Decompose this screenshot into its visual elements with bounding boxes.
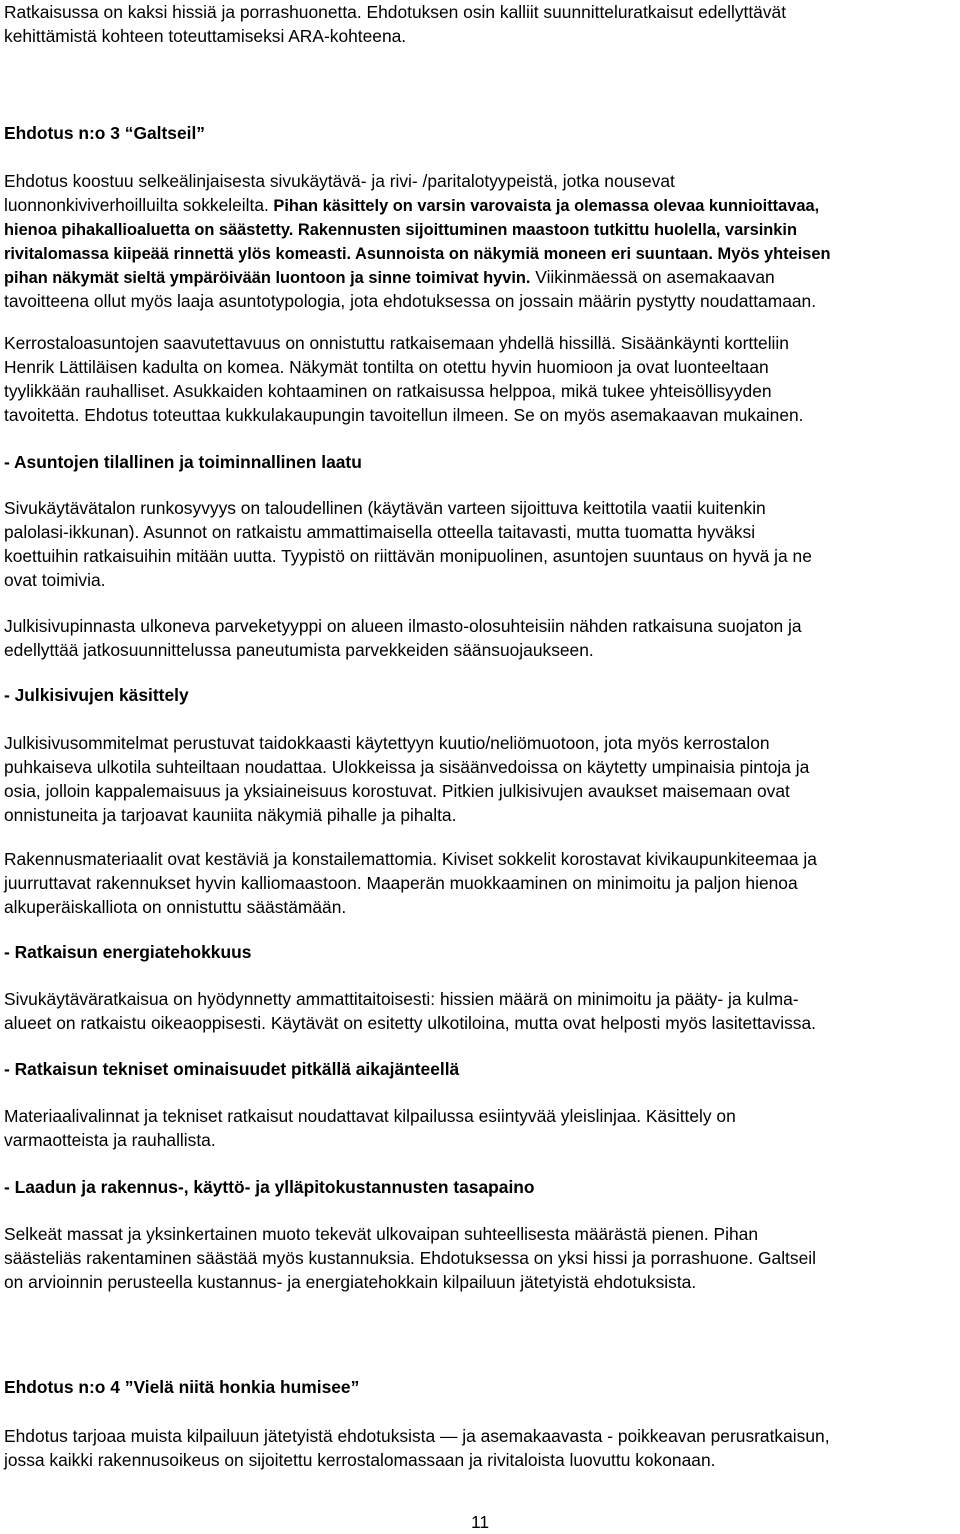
- text-line: säästeliäs rakentaminen säästää myös kustannuksia. Ehdotuksessa on yksi hissi ja porrashuone. Galtseil: [4, 1248, 816, 1268]
- text-line: tavoitteena ollut myös laaja asuntotypologia, jota ehdotuksessa on jossain määrin pystytty noudattamaan.: [4, 291, 817, 311]
- text-line: tyylikkään rauhalliset. Asukkaiden kohtaaminen on ratkaisussa helppoa, mikä tukee yhteisöllisyyden: [4, 381, 772, 401]
- text-line: alueet on ratkaistu oikeaoppisesti. Käytävät on esitetty ulkotiloina, mutta ovat helposti myös lasitettavissa.: [4, 1013, 816, 1033]
- proposal-3-title: Ehdotus n:o 3 “Galtseil”: [4, 123, 205, 143]
- proposal-3-paragraph-2: [4, 331, 959, 427]
- text-line: Ehdotus koostuu selkeälinjaisesta sivukäytävä- ja rivi- /paritalotyypeistä, jotka nousevat: [4, 171, 675, 191]
- text-line: tavoitetta. Ehdotus toteuttaa kukkulakaupungin tavoitellun ilmeen. Se on myös asemakaavan mukainen.: [4, 405, 804, 425]
- text-line: Julkisivupinnasta ulkoneva parveketyyppi on alueen ilmasto-olosuhteisiin nähden ratkaisuna suojaton ja: [4, 616, 802, 636]
- bold-text-run: Asunnoista on näkymiä moneen eri suuntaan.: [351, 245, 713, 263]
- text-line: Julkisivusommitelmat perustuvat taidokkaasti käytettyyn kuutio/neliömuotoon, jota myös kerrostalon: [4, 733, 770, 753]
- proposal-4-paragraph-1: [4, 1424, 959, 1472]
- text-line: [4, 265, 959, 289]
- section-heading-costs: - Laadun ja rakennus-, käyttö- ja ylläpitokustannusten tasapaino: [4, 1177, 535, 1197]
- bold-text-run: hienoa pihakallioaluetta on säästetty.: [4, 221, 294, 239]
- bold-text-run: Rakennusten sijoittuminen maastoon tutkittu huolella, varsinkin: [293, 221, 797, 239]
- costs-paragraph-1: [4, 1222, 959, 1294]
- text-line: puhkaiseva ulkotila suhteiltaan noudattaa. Ulokkeissa ja sisäänvedoissa on käytetty umpinaisia pintoja ja: [4, 757, 810, 777]
- text-line: Rakennusmateriaalit ovat kestäviä ja konstailemattomia. Kiviset sokkelit korostavat kivikaupunkiteemaa ja: [4, 849, 817, 869]
- energy-paragraph-1: [4, 987, 959, 1035]
- text-line: on arvioinnin perusteella kustannus- ja energiatehokkain kilpailuun jätetyistä ehdotuksista.: [4, 1272, 697, 1292]
- text-line: alkuperäiskalliota on onnistuttu säästämään.: [4, 897, 347, 917]
- section-heading-quality: - Asuntojen tilallinen ja toiminnallinen laatu: [4, 452, 362, 472]
- page-number: 11: [471, 1512, 490, 1532]
- text-line: jossa kaikki rakennusoikeus on sijoitettu kerrostalomassaan ja rivitaloista luovuttu kokonaan.: [4, 1450, 716, 1470]
- text-line: Selkeät massat ja yksinkertainen muoto tekevät ulkovaipan suhteellisesta määrästä pienen. Pihan: [4, 1224, 759, 1244]
- proposal-3-paragraph-1: [4, 169, 959, 313]
- text-line: palolasi-ikkunan). Asunnot on ratkaistu ammattimaisella otteella taitavasti, mutta tuomatta hyväksi: [4, 522, 756, 542]
- text-run: Viikinmäessä on asemakaavan: [530, 267, 775, 287]
- text-line: Henrik Lättiläisen kadulta on komea. Näkymät tontilta on otettu hyvin huomioon ja ovat luonteeltaan: [4, 357, 769, 377]
- text-line: ovat toimivia.: [4, 570, 106, 590]
- text-line: Sivukäytäväratkaisua on hyödynnetty ammattitaitoisesti: hissien määrä on minimoitu ja pääty- ja kulma-: [4, 989, 799, 1009]
- intro-paragraph: [4, 0, 959, 48]
- text-line: edellyttää jatkosuunnittelussa paneutumista parvekkeiden säänsuojaukseen.: [4, 640, 594, 660]
- text-run: luonnonkiviverhoilluilta sokkeleilta.: [4, 195, 269, 215]
- quality-paragraph-2: [4, 614, 959, 662]
- text-line: Sivukäytävätalon runkosyvyys on taloudellinen (käytävän varteen sijoittuva keittotila vaatii kuitenkin: [4, 498, 766, 518]
- facades-paragraph-1: [4, 731, 959, 827]
- text-line: Ehdotus tarjoaa muista kilpailuun jätetyistä ehdotuksista — ja asemakaavasta - poikkeavan perusratkaisun,: [4, 1426, 830, 1446]
- text-line: koettuihin ratkaisuihin mitään uutta. Tyypistö on riittävän monipuolinen, asuntojen suuntaus on hyvä ja ne: [4, 546, 812, 566]
- bold-text-run: pihan näkymät sieltä ympäröivään luontoon ja sinne toimivat hyvin.: [4, 269, 531, 287]
- text-line: kehittämistä kohteen toteuttamiseksi ARA-kohteena.: [4, 26, 407, 46]
- text-line: Materiaalivalinnat ja tekniset ratkaisut noudattavat kilpailussa esiintyvää yleislinjaa. Käsittely on: [4, 1106, 736, 1126]
- bold-text-run: rivitalomassa kiipeää rinnettä ylös komeasti.: [4, 245, 352, 263]
- text-line: osia, jolloin kappalemaisuus ja yksiaineisuus korostuvat. Pitkien julkisivujen avaukset maisemaan ovat: [4, 781, 790, 801]
- section-heading-facades: - Julkisivujen käsittely: [4, 685, 189, 705]
- text-line: Kerrostaloasuntojen saavutettavuus on onnistuttu ratkaisemaan yhdellä hissillä. Sisäänkäynti kortteliin: [4, 333, 789, 353]
- facades-paragraph-2: [4, 847, 959, 919]
- proposal-4-title: Ehdotus n:o 4 ”Vielä niitä honkia humisee”: [4, 1377, 360, 1397]
- section-heading-energy: - Ratkaisun energiatehokkuus: [4, 942, 252, 962]
- section-heading-technical: - Ratkaisun tekniset ominaisuudet pitkällä aikajänteellä: [4, 1059, 460, 1079]
- text-line: juurruttavat rakennukset hyvin kalliomaastoon. Maaperän muokkaaminen on minimoitu ja paljon hienoa: [4, 873, 798, 893]
- text-line: Ratkaisussa on kaksi hissiä ja porrashuonetta. Ehdotuksen osin kalliit suunnitteluratkaisut edellyttävät: [4, 2, 787, 22]
- technical-paragraph-1: [4, 1104, 959, 1152]
- text-line: [4, 241, 959, 265]
- bold-text-run: Myös yhteisen: [712, 245, 831, 263]
- bold-text-run: Pihan käsittely on varsin varovaista ja olemassa olevaa kunnioittavaa,: [268, 197, 820, 215]
- text-line: [4, 193, 959, 217]
- text-line: varmaotteista ja rauhallista.: [4, 1130, 216, 1150]
- text-line: [4, 217, 959, 241]
- text-line: onnistuneita ja tarjoavat kauniita näkymiä pihalle ja pihalta.: [4, 805, 457, 825]
- quality-paragraph-1: [4, 496, 959, 592]
